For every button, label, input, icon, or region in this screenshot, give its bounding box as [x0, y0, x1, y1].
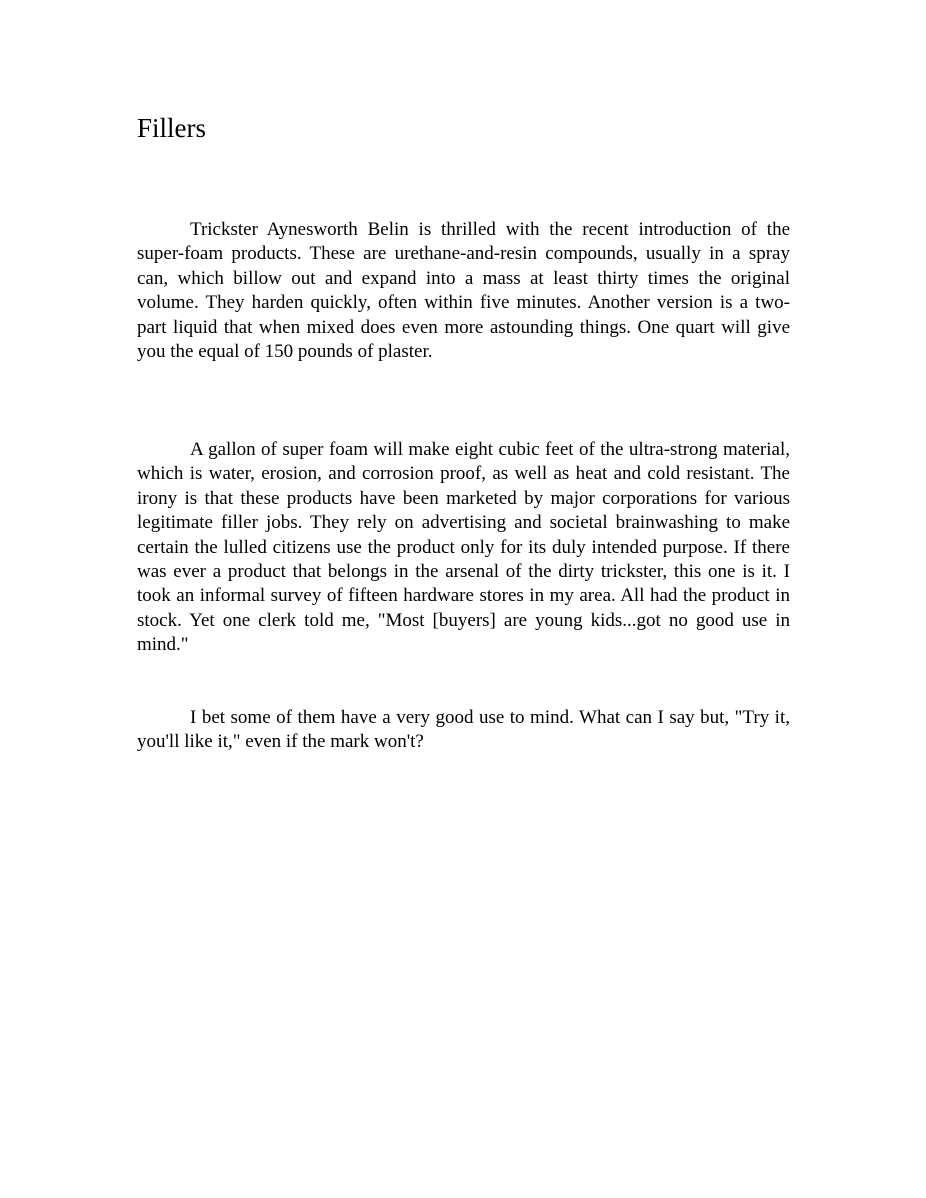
paragraph-3: I bet some of them have a very good use to mind. What can I say but, "Try it, you'll like it," even if the mark won't? — [137, 707, 790, 753]
paragraph-1: Trickster Aynesworth Belin is thrilled with the recent introduction of the super-foam products. These are urethane-and-resin compounds, usually in a spray can, which billow out and expand into a mass at least thirty times the original volume. They harden quickly, often within five minutes. Another version is a two-part liquid that when mixed does even more astounding things. One quart will give you the equal of 150 pounds of plaster. — [137, 219, 790, 363]
page-title: Fillers — [137, 113, 207, 143]
paragraph-2: A gallon of super foam will make eight cubic feet of the ultra-strong material, which is water, erosion, and corrosion proof, as well as heat and cold resistant. The irony is that these products have been marketed by major corporations for various legitimate filler jobs. They rely on advertising and societal brainwashing to make certain the lulled citizens use the product only for its duly intended purpose. If there was ever a product that belongs in the arsenal of the dirty trickster, this one is it. I took an informal survey of fifteen hardware stores in my area. All had the product in stock. Yet one clerk told me, "Most [buyers] are young kids...got no good use in mind." — [137, 439, 790, 656]
